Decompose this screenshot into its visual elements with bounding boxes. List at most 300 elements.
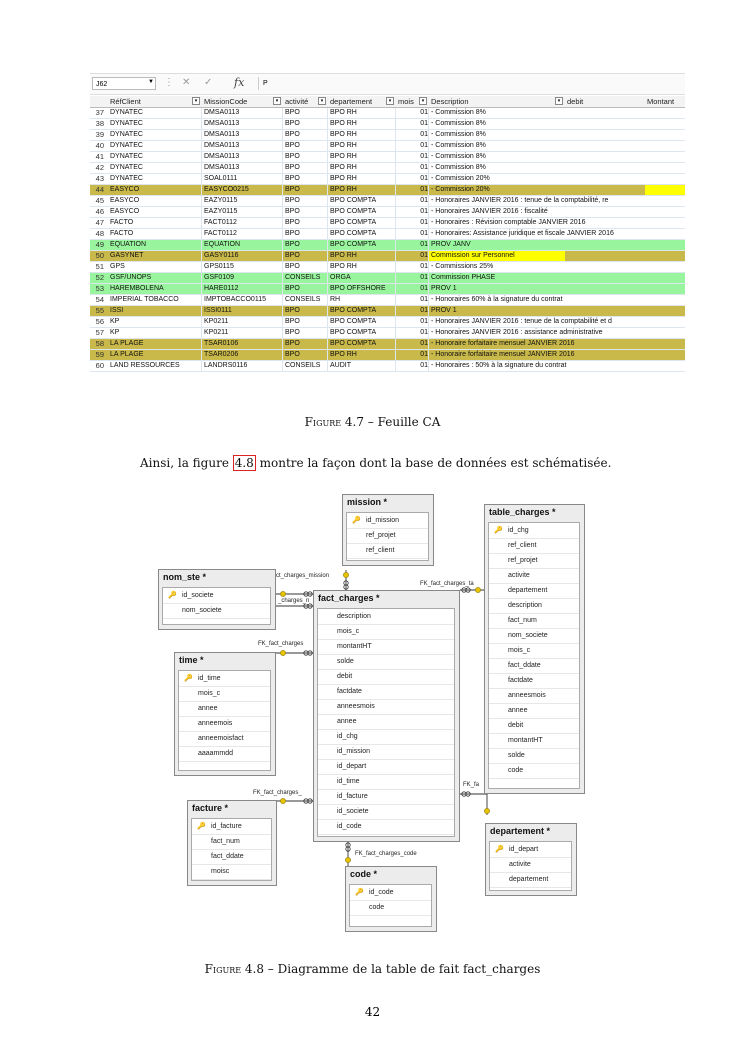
row-number: 39 <box>95 130 104 139</box>
table-field[interactable] <box>489 703 579 719</box>
table-cell[interactable]: - Commission 8% <box>431 109 486 116</box>
table-field[interactable] <box>489 763 579 779</box>
relation-label-societe: _charges_n <box>278 598 310 604</box>
field-label: moisc <box>211 868 230 875</box>
table-cell[interactable]: HAREMBOLENA <box>108 284 202 294</box>
table-cell[interactable]: BPO RH <box>328 350 396 360</box>
table-cell[interactable]: LAND RESSOURCES <box>108 361 202 371</box>
table-cell[interactable]: - Commission 8% <box>431 120 486 127</box>
table-field[interactable] <box>318 654 454 670</box>
table-cell[interactable]: 01 <box>396 361 429 371</box>
filter-dropdown-icon[interactable]: ▾ <box>555 97 563 105</box>
table-field[interactable] <box>489 523 579 539</box>
table-cell[interactable]: BPO <box>283 284 328 294</box>
table-cell[interactable]: 01 <box>396 262 429 272</box>
table-field[interactable] <box>489 613 579 629</box>
table-cell[interactable]: TSAR0206 <box>202 350 283 360</box>
table-field[interactable] <box>489 718 579 734</box>
table-field[interactable] <box>192 834 271 850</box>
table-cell[interactable]: - Honoraires 60% à la signature du contrat <box>431 296 563 303</box>
primary-key-icon: 🔑 <box>495 846 504 853</box>
table-cell[interactable]: - Honoraires JANVIER 2016 : fiscalité <box>431 208 548 215</box>
row-number: 41 <box>95 152 104 161</box>
row-number: 54 <box>95 295 104 304</box>
table-cell[interactable]: EAZY0115 <box>202 207 283 217</box>
table-title: nom_ste * <box>163 572 207 582</box>
table-title: departement * <box>490 826 551 836</box>
table-cell[interactable]: - Honoraires: Assistance juridique et fiscale JANVIER 2016 <box>431 230 614 237</box>
table-field[interactable] <box>490 872 571 888</box>
filter-dropdown-icon[interactable]: ▾ <box>419 97 427 105</box>
column-header: debit <box>567 97 584 106</box>
table-cell[interactable]: 01 <box>396 185 429 195</box>
table-title: mission * <box>347 497 388 507</box>
row-number: 49 <box>95 240 104 249</box>
row-number: 53 <box>95 284 104 293</box>
table-cell[interactable]: BPO <box>283 262 328 272</box>
table-cell[interactable]: DYNATEC <box>108 152 202 162</box>
table-cell[interactable]: AUDIT <box>328 361 396 371</box>
column-header: MissionCode <box>204 97 248 106</box>
table-cell[interactable]: BPO <box>283 119 328 129</box>
table-cell[interactable]: CONSEILS <box>283 361 328 371</box>
paragraph-text: montre la façon dont la base de données est schématisée. <box>255 456 612 470</box>
table-cell[interactable]: PROV JANV <box>431 241 471 248</box>
table-field[interactable] <box>318 819 454 835</box>
table-cell[interactable]: BPO RH <box>328 163 396 173</box>
table-cell[interactable]: FACT0112 <box>202 218 283 228</box>
table-cell[interactable]: GASYNET <box>108 251 202 261</box>
cancel-icon: ✕ <box>182 77 191 88</box>
table-cell[interactable]: EQUATION <box>202 240 283 250</box>
field-label: nom_societe <box>182 607 222 614</box>
table-cell[interactable]: 01 <box>396 218 429 228</box>
table-cell[interactable]: 01 <box>396 317 429 327</box>
table-cell[interactable]: KP0211 <box>202 317 283 327</box>
table-cell[interactable]: DYNATEC <box>108 163 202 173</box>
table-cell[interactable]: LANDRS0116 <box>202 361 283 371</box>
table-cell[interactable]: LA PLAGE <box>108 339 202 349</box>
table-time[interactable] <box>174 652 276 776</box>
table-field[interactable] <box>318 714 454 730</box>
field-label: ref_projet <box>508 557 538 564</box>
field-label: anneesmois <box>508 692 546 699</box>
table-cell[interactable]: BPO <box>283 174 328 184</box>
table-cell[interactable]: BPO <box>283 229 328 239</box>
table-cell[interactable]: EQUATION <box>108 240 202 250</box>
table-facture[interactable] <box>187 800 277 886</box>
table-cell[interactable]: GASY0116 <box>202 251 283 261</box>
field-label: aaaammdd <box>198 750 234 757</box>
table-cell[interactable]: PROV 1 <box>431 285 457 292</box>
table-cell[interactable]: BPO <box>283 152 328 162</box>
table-cell[interactable]: DYNATEC <box>108 108 202 118</box>
table-field[interactable] <box>318 759 454 775</box>
table-field[interactable] <box>489 628 579 644</box>
table-cell[interactable]: BPO COMPTA <box>328 229 396 239</box>
row-number: 51 <box>95 262 104 271</box>
table-cell[interactable]: - Commission 8% <box>431 131 486 138</box>
table-cell[interactable]: BPO <box>283 196 328 206</box>
table-cell[interactable]: GSF/UNOPS <box>108 273 202 283</box>
field-label: description <box>508 602 542 609</box>
table-cell[interactable]: 01 <box>396 163 429 173</box>
field-label: id_mission <box>337 748 371 755</box>
table-cell[interactable]: GPS0115 <box>202 262 283 272</box>
table-cell[interactable]: DMSA0113 <box>202 152 283 162</box>
table-cell[interactable]: DMSA0113 <box>202 163 283 173</box>
column-header: mois <box>398 97 414 106</box>
field-label: id_facture <box>211 823 242 830</box>
relation-label-facture: FK_fact_charges_ <box>253 790 302 796</box>
table-field[interactable] <box>318 684 454 700</box>
table-cell[interactable]: 01 <box>396 350 429 360</box>
row-number: 44 <box>95 185 104 194</box>
table-field[interactable] <box>489 658 579 674</box>
field-label: id_depart <box>337 763 367 770</box>
field-label: mois_c <box>198 690 221 697</box>
table-cell[interactable]: Commission PHASE <box>431 274 496 281</box>
check-icon: ✓ <box>204 77 213 88</box>
table-field[interactable] <box>318 774 454 790</box>
table-field[interactable] <box>179 746 270 762</box>
field-label: code <box>508 767 524 774</box>
table-cell[interactable]: BPO <box>283 328 328 338</box>
field-label: fact_num <box>211 838 240 845</box>
row-number: 59 <box>95 350 104 359</box>
table-cell[interactable]: 01 <box>396 229 429 239</box>
field-label: anneemoisfact <box>198 735 244 742</box>
table-field[interactable] <box>489 643 579 659</box>
row-number: 40 <box>95 141 104 150</box>
column-header: activité <box>285 97 309 106</box>
relation-label-time: FK_fact_charges <box>258 641 304 647</box>
table-cell[interactable]: - Commission 8% <box>431 142 486 149</box>
table-cell[interactable]: BPO COMPTA <box>328 328 396 338</box>
row-number: 48 <box>95 229 104 238</box>
table-cell[interactable]: BPO <box>283 185 328 195</box>
row-number: 52 <box>95 273 104 282</box>
row-number: 47 <box>95 218 104 227</box>
table-cell[interactable]: SOAL0111 <box>202 174 283 184</box>
table-field[interactable] <box>179 686 270 702</box>
field-label: factdate <box>508 677 533 684</box>
table-cell[interactable]: GPS <box>108 262 202 272</box>
table-cell[interactable]: BPO RH <box>328 174 396 184</box>
field-label: id_chg <box>508 527 529 534</box>
table-cell[interactable]: - Commission 8% <box>431 153 486 160</box>
table-cell[interactable]: - Honoraires : 50% à la signature du contrat <box>431 362 567 369</box>
table-cell[interactable]: ORGA <box>328 273 396 283</box>
field-label: id_depart <box>509 846 539 853</box>
field-label: departement <box>508 587 548 594</box>
table-field[interactable] <box>347 543 428 559</box>
table-cell[interactable]: DMSA0113 <box>202 119 283 129</box>
table-cell[interactable]: BPO RH <box>328 185 396 195</box>
field-label: montantHT <box>337 643 372 650</box>
table-cell[interactable]: FACTO <box>108 229 202 239</box>
field-label: fact_ddate <box>508 662 541 669</box>
table-cell[interactable]: BPO RH <box>328 262 396 272</box>
table-field[interactable] <box>489 538 579 554</box>
table-field[interactable] <box>192 819 271 835</box>
table-cell[interactable]: DYNATEC <box>108 130 202 140</box>
field-label: id_time <box>337 778 360 785</box>
table-cell[interactable]: DYNATEC <box>108 141 202 151</box>
table-field[interactable] <box>350 900 431 916</box>
table-field[interactable] <box>489 553 579 569</box>
table-cell[interactable]: BPO <box>283 130 328 140</box>
table-cell[interactable]: - Honoraires JANVIER 2016 : tenue de la comptabilité et d <box>431 318 612 325</box>
page-number: 42 <box>364 1005 381 1019</box>
table-cell[interactable]: EASYCO <box>108 196 202 206</box>
table-cell[interactable]: BPO COMPTA <box>328 317 396 327</box>
figure-caption-text: – Diagramme de la table de fait fact_charges <box>263 962 541 976</box>
table-field[interactable] <box>318 789 454 805</box>
table-cell[interactable]: 01 <box>396 240 429 250</box>
row-number: 55 <box>95 306 104 315</box>
field-label: mois_c <box>337 628 360 635</box>
field-label: activite <box>509 861 531 868</box>
table-cell[interactable]: 01 <box>396 119 429 129</box>
table-field[interactable] <box>192 849 271 865</box>
table-cell[interactable]: BPO <box>283 163 328 173</box>
table-field[interactable] <box>318 639 454 655</box>
function-icon: fx <box>234 76 245 89</box>
table-cell[interactable]: BPO RH <box>328 152 396 162</box>
table-cell[interactable]: PROV 1 <box>431 307 457 314</box>
field-label: factdate <box>337 688 362 695</box>
table-cell[interactable]: EASYCO <box>108 185 202 195</box>
field-label: id_mission <box>366 517 400 524</box>
table-cell[interactable]: - Honoraire forfaitaire mensuel JANVIER 2016 <box>431 340 575 347</box>
table-field[interactable] <box>318 699 454 715</box>
table-cell[interactable]: ISSI0111 <box>202 306 283 316</box>
table-field[interactable] <box>192 864 271 880</box>
table-cell[interactable]: BPO COMPTA <box>328 240 396 250</box>
table-cell[interactable]: BPO <box>283 218 328 228</box>
table-cell[interactable]: CONSEILS <box>283 295 328 305</box>
table-cell[interactable]: 01 <box>396 306 429 316</box>
table-departement[interactable] <box>485 823 577 896</box>
table-field-list <box>349 884 432 927</box>
table-cell[interactable]: KP <box>108 317 202 327</box>
table-cell[interactable]: KP0211 <box>202 328 283 338</box>
table-cell[interactable]: - Honoraires JANVIER 2016 : assistance administrative <box>431 329 603 336</box>
row-number: 45 <box>95 196 104 205</box>
table-cell[interactable]: BPO COMPTA <box>328 306 396 316</box>
field-label: fact_num <box>508 617 537 624</box>
relation-label-code: FK_fact_charges_code <box>355 851 417 857</box>
primary-key-icon: 🔑 <box>355 889 364 896</box>
table-cell[interactable]: DMSA0113 <box>202 130 283 140</box>
table-cell[interactable]: 01 <box>396 141 429 151</box>
table-fact-charges[interactable] <box>313 590 460 842</box>
figure-4-8-caption <box>0 962 745 976</box>
table-field[interactable] <box>490 842 571 858</box>
field-label: ref_client <box>366 547 395 554</box>
table-cell[interactable]: EASYCO0215 <box>202 185 283 195</box>
table-cell[interactable]: - Commission 20% <box>431 186 490 193</box>
table-cell[interactable]: BPO <box>283 207 328 217</box>
name-box[interactable]: J62 <box>92 77 156 90</box>
column-header: Description <box>431 97 469 106</box>
table-cell[interactable]: 01 <box>396 130 429 140</box>
table-cell[interactable]: 01 <box>396 273 429 283</box>
table-cell[interactable]: 01 <box>396 339 429 349</box>
table-field[interactable] <box>318 669 454 685</box>
table-cell[interactable]: RH <box>328 295 396 305</box>
filter-dropdown-icon[interactable]: ▾ <box>192 97 200 105</box>
table-cell[interactable]: GSF0109 <box>202 273 283 283</box>
table-cell[interactable]: BPO <box>283 240 328 250</box>
table-cell[interactable]: IMPTOBACCO0115 <box>202 295 283 305</box>
field-label: id_facture <box>337 793 368 800</box>
table-cell[interactable]: 01 <box>396 196 429 206</box>
table-cell[interactable]: Commission sur Personnel <box>431 252 515 259</box>
table-cell[interactable]: 01 <box>396 295 429 305</box>
table-cell[interactable]: EAZY0115 <box>202 196 283 206</box>
table-cell[interactable]: BPO <box>283 251 328 261</box>
field-label: ref_projet <box>366 532 396 539</box>
filter-dropdown-icon[interactable]: ▾ <box>318 97 326 105</box>
table-field[interactable] <box>489 688 579 704</box>
table-cell[interactable]: KP <box>108 328 202 338</box>
figure-link[interactable]: 4.8 <box>234 456 254 470</box>
table-cell[interactable]: TSAR0106 <box>202 339 283 349</box>
figure-label: Figure 4.8 <box>204 962 264 976</box>
table-cell[interactable]: BPO RH <box>328 130 396 140</box>
table-cell[interactable]: BPO COMPTA <box>328 207 396 217</box>
table-cell[interactable]: CONSEILS <box>283 273 328 283</box>
table-cell[interactable]: DMSA0113 <box>202 108 283 118</box>
table-title: code * <box>350 869 378 879</box>
table-field[interactable] <box>490 857 571 873</box>
table-field[interactable] <box>179 731 270 747</box>
row-number: 60 <box>95 361 104 370</box>
table-field[interactable] <box>163 588 270 604</box>
table-cell[interactable]: BPO OFFSHORE <box>328 284 396 294</box>
field-label: montantHT <box>508 737 543 744</box>
field-label: debit <box>508 722 524 729</box>
table-cell[interactable]: BPO COMPTA <box>328 339 396 349</box>
table-cell[interactable]: BPO <box>283 317 328 327</box>
table-field[interactable] <box>318 744 454 760</box>
table-cell[interactable]: - Commissions 25% <box>431 263 494 270</box>
field-label: code <box>369 904 385 911</box>
table-cell[interactable]: - Commission 8% <box>431 164 486 171</box>
table-cell[interactable]: BPO <box>283 339 328 349</box>
table-cell[interactable]: LA PLAGE <box>108 350 202 360</box>
table-cell[interactable]: EASYCO <box>108 207 202 217</box>
table-field[interactable] <box>489 598 579 614</box>
table-cell[interactable]: - Honoraires : Révision comptable JANVIER 2016 <box>431 219 586 226</box>
field-label: departement <box>509 876 549 883</box>
table-field[interactable] <box>350 885 431 901</box>
table-cell[interactable]: BPO <box>283 306 328 316</box>
row-number: 57 <box>95 328 104 337</box>
column-header: RéfClient <box>110 97 141 106</box>
row-number: 42 <box>95 163 104 172</box>
table-cell[interactable]: 01 <box>396 207 429 217</box>
table-field[interactable] <box>347 528 428 544</box>
table-cell[interactable]: FACT0112 <box>202 229 283 239</box>
table-cell[interactable]: BPO COMPTA <box>328 218 396 228</box>
field-label: ref_client <box>508 542 537 549</box>
table-field[interactable] <box>347 513 428 529</box>
table-cell[interactable]: FACTO <box>108 218 202 228</box>
table-field[interactable] <box>489 733 579 749</box>
table-field-list <box>489 841 572 891</box>
table-code[interactable] <box>345 866 437 932</box>
table-field[interactable] <box>179 671 270 687</box>
table-cell[interactable]: 01 <box>396 152 429 162</box>
table-field[interactable] <box>318 624 454 640</box>
table-field[interactable] <box>489 673 579 689</box>
formula-input[interactable]: P <box>258 77 685 90</box>
table-cell[interactable]: 01 <box>396 251 429 261</box>
table-cell[interactable]: BPO <box>283 350 328 360</box>
field-label: id_chg <box>337 733 358 740</box>
table-cell[interactable]: IMPERIAL TOBACCO <box>108 295 202 305</box>
more-icon: ⋮ <box>164 77 174 88</box>
table-field[interactable] <box>489 748 579 764</box>
table-cell[interactable]: BPO <box>283 108 328 118</box>
table-cell[interactable]: HARE0112 <box>202 284 283 294</box>
table-cell[interactable]: BPO RH <box>328 141 396 151</box>
table-title: facture * <box>192 803 229 813</box>
table-field[interactable] <box>179 716 270 732</box>
field-label: debit <box>337 673 353 680</box>
table-cell[interactable]: BPO <box>283 141 328 151</box>
table-mission[interactable] <box>342 494 434 566</box>
table-cell[interactable]: BPO RH <box>328 108 396 118</box>
table-nom-ste[interactable] <box>158 569 276 630</box>
table-field[interactable] <box>489 583 579 599</box>
filter-dropdown-icon[interactable]: ▾ <box>273 97 281 105</box>
table-cell[interactable]: BPO RH <box>328 119 396 129</box>
figure-label: Figure 4.7 <box>304 415 364 429</box>
table-cell[interactable]: - Honoraires JANVIER 2016 : tenue de la comptabilité, re <box>431 197 609 204</box>
table-field-list <box>488 522 580 789</box>
table-cell[interactable]: DMSA0113 <box>202 141 283 151</box>
table-field[interactable] <box>318 729 454 745</box>
table-field[interactable] <box>318 609 454 625</box>
primary-key-icon: 🔑 <box>197 823 206 830</box>
table-cell[interactable]: 01 <box>396 328 429 338</box>
table-field[interactable] <box>318 804 454 820</box>
table-cell[interactable]: 01 <box>396 174 429 184</box>
primary-key-icon: 🔑 <box>494 527 503 534</box>
table-field[interactable] <box>163 603 270 619</box>
table-table-charges[interactable] <box>484 504 585 794</box>
table-cell[interactable]: - Honoraire forfaitaire mensuel JANVIER 2016 <box>431 351 575 358</box>
table-cell[interactable]: ISSI <box>108 306 202 316</box>
table-field[interactable] <box>489 568 579 584</box>
field-label: fact_ddate <box>211 853 244 860</box>
filter-dropdown-icon[interactable]: ▾ <box>386 97 394 105</box>
row-number: 50 <box>95 251 104 260</box>
field-label: solde <box>508 752 525 759</box>
table-field[interactable] <box>179 701 270 717</box>
table-cell[interactable]: - Commission 20% <box>431 175 490 182</box>
table-cell[interactable]: 01 <box>396 108 429 118</box>
table-cell[interactable]: DYNATEC <box>108 119 202 129</box>
table-cell[interactable]: BPO RH <box>328 251 396 261</box>
table-cell[interactable]: BPO COMPTA <box>328 196 396 206</box>
table-cell[interactable]: 01 <box>396 284 429 294</box>
table-cell[interactable]: DYNATEC <box>108 174 202 184</box>
